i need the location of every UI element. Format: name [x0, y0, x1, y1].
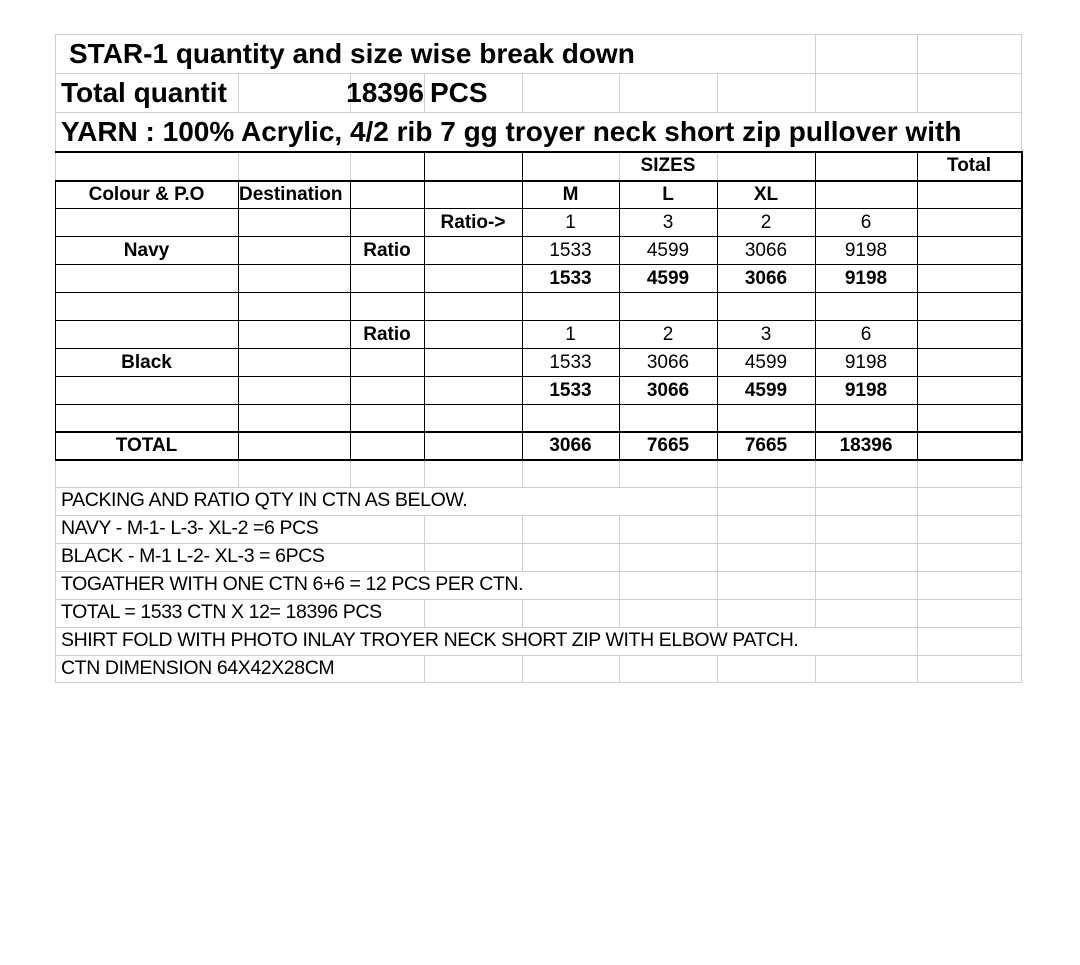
grand-total-cell: 7665: [744, 434, 788, 456]
grand-total-cell: 3066: [549, 434, 592, 456]
grid-row-line: [55, 682, 1022, 683]
table-border-bottom: [55, 459, 1023, 461]
grand-total-label: TOTAL: [115, 434, 178, 456]
total-quantity-unit: PCS: [430, 76, 488, 108]
navy-qty-cell: 3066: [744, 239, 788, 261]
packing-note-line: SHIRT FOLD WITH PHOTO INLAY TROYER NECK SHORT ZIP WITH ELBOW PATCH.: [61, 629, 799, 652]
black-subtotal-cell: 3066: [646, 379, 690, 401]
table-row-border: [55, 404, 1022, 405]
black-ratio-cell: 2: [662, 323, 674, 345]
total-header: Total: [947, 155, 991, 176]
size-m-header: M: [562, 183, 579, 205]
navy-qty-cell: 9198: [844, 239, 888, 261]
grand-total-cell: 18396: [839, 434, 893, 456]
size-xl-header: XL: [753, 183, 779, 205]
total-quantity-value: 18396: [346, 76, 424, 108]
black-ratio-cell: 1: [565, 323, 576, 345]
navy-subtotal-cell: 4599: [646, 267, 690, 289]
ratio-xl: 2: [760, 211, 772, 233]
packing-note-line: CTN DIMENSION 64X42X28CM: [61, 656, 335, 679]
black-ratio-cell: 6: [860, 323, 872, 345]
ratio-l: 3: [662, 211, 674, 233]
packing-note-line: PACKING AND RATIO QTY IN CTN AS BELOW.: [61, 489, 468, 512]
black-subtotal-cell: 4599: [744, 379, 788, 401]
ratio-arrow-label: Ratio->: [440, 211, 506, 233]
sheet-title: STAR-1 quantity and size wise break down: [69, 37, 635, 69]
black-qty-cell: 9198: [844, 351, 888, 373]
black-ratio-label: Ratio: [363, 323, 411, 345]
table-col-border: [815, 151, 816, 180]
table-col-border: [522, 151, 523, 180]
navy-subtotal-cell: 9198: [844, 267, 888, 289]
navy-subtotal-cell: 3066: [744, 267, 788, 289]
black-qty-cell: 3066: [646, 351, 690, 373]
sizes-header: SIZES: [640, 155, 696, 176]
navy-qty-cell: 1533: [549, 239, 592, 261]
size-l-header: L: [662, 183, 674, 205]
black-ratio-cell: 3: [760, 323, 772, 345]
grand-total-cell: 7665: [646, 434, 690, 456]
table-row-border: [55, 292, 1022, 293]
packing-note-line: TOTAL = 1533 CTN X 12= 18396 PCS: [61, 601, 382, 624]
packing-note-line: BLACK - M-1 L-2- XL-3 = 6PCS: [61, 545, 325, 568]
packing-note-line: TOGATHER WITH ONE CTN 6+6 = 12 PCS PER CTN.: [61, 573, 524, 596]
packing-note-line: NAVY - M-1- L-3- XL-2 =6 PCS: [61, 517, 319, 540]
black-qty-cell: 1533: [549, 351, 592, 373]
ratio-total: 6: [860, 211, 872, 233]
black-subtotal-cell: 9198: [844, 379, 888, 401]
table-border-top: [55, 151, 1023, 153]
table-border-right: [1021, 151, 1023, 461]
navy-label: Navy: [123, 239, 170, 261]
navy-qty-cell: 4599: [646, 239, 690, 261]
black-subtotal-cell: 1533: [549, 379, 592, 401]
black-label: Black: [121, 351, 172, 373]
black-qty-cell: 4599: [744, 351, 788, 373]
total-quantity-label: Total quantit: [61, 76, 227, 108]
ratio-m: 1: [565, 211, 576, 233]
colour-po-header: Colour & P.O: [88, 183, 205, 205]
navy-subtotal-cell: 1533: [549, 267, 592, 289]
navy-ratio-label: Ratio: [363, 239, 411, 261]
table-col-border: [424, 151, 425, 180]
yarn-description: YARN : 100% Acrylic, 4/2 rib 7 gg troyer neck short zip pullover with: [61, 115, 962, 147]
destination-header: Destination: [239, 183, 343, 205]
